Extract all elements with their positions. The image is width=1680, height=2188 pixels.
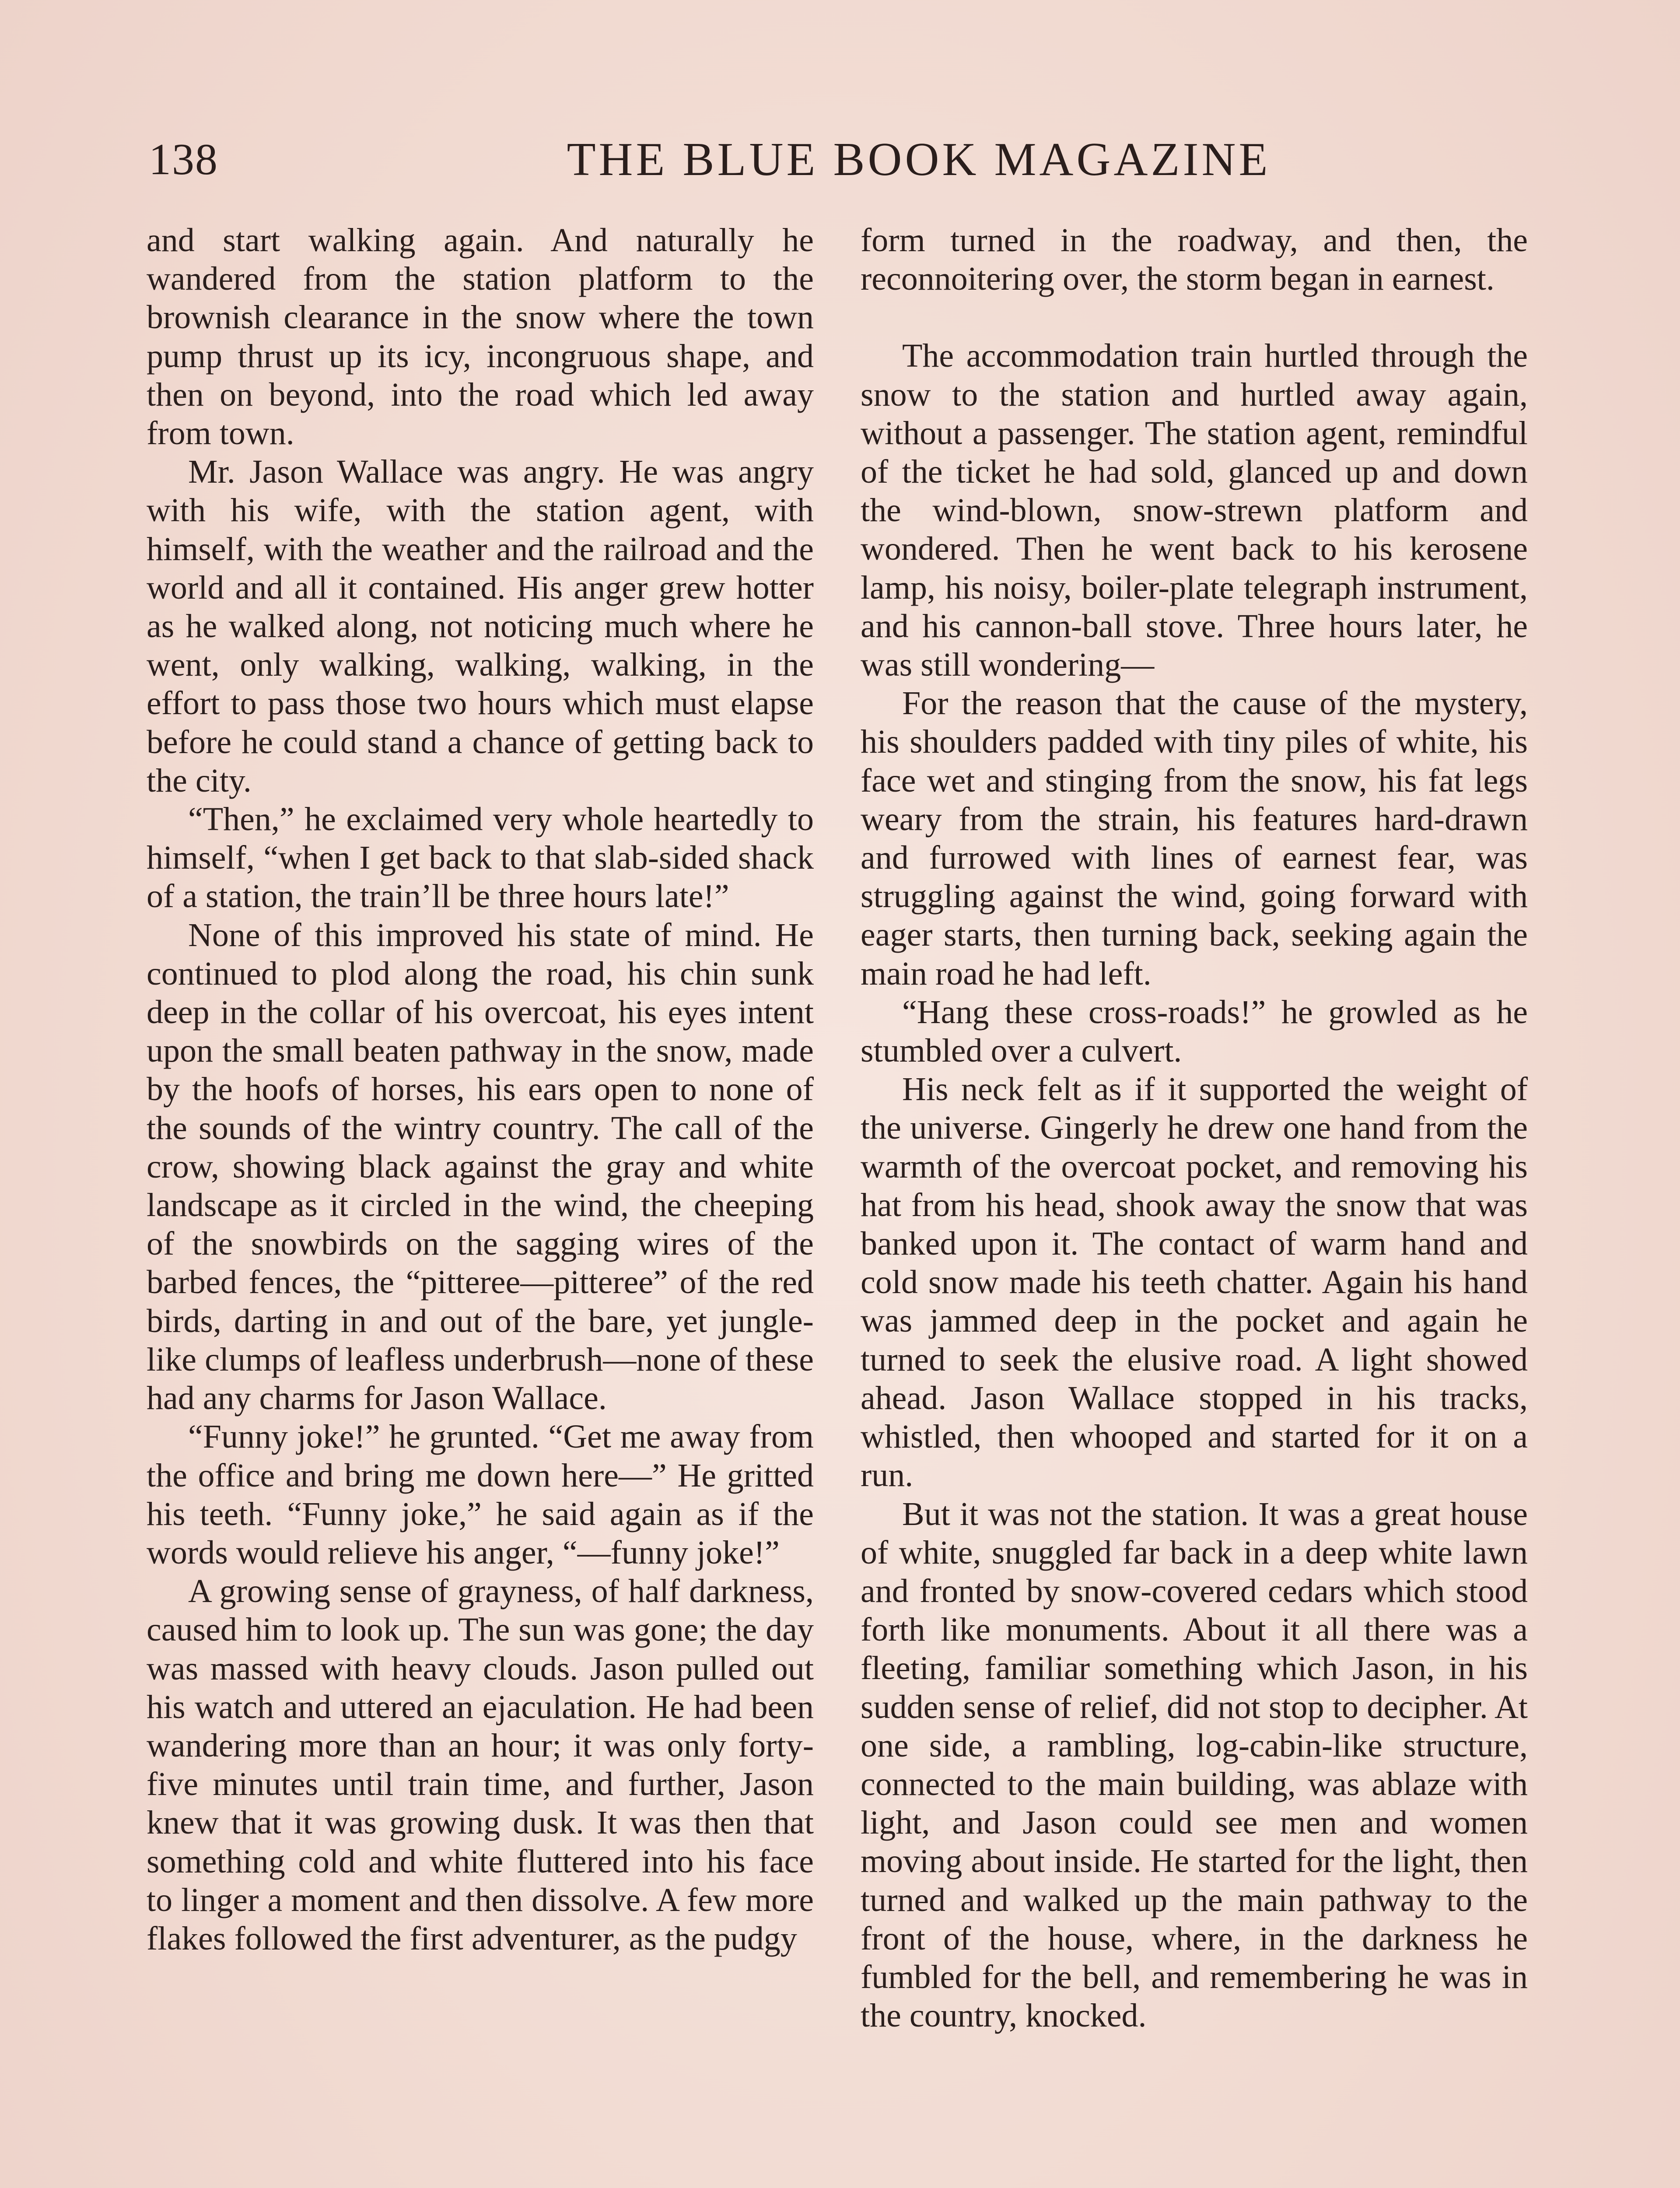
page-number: 138 <box>149 135 218 184</box>
paragraph: “Hang these cross-roads!” he growled as he stumbled over a culvert. <box>861 993 1528 1069</box>
paragraph: But it was not the station. It was a great house of white, snuggled far back in a deep white lawn and fronted by snow-covered cedars which stood forth like monuments. About it all there was a fleeting, familiar something which Jason, in his sudden sense of relief, did not stop to decipher. At one side, a rambling, log-cabin-like structure, connected to the main building, was ablaze with light, and Jason could see men and women moving about inside. He started for the light, then turned and walked up the main pathway to the front of the house, where, in the darkness he fumbled for the bell, and remembering he was in the country, knocked. <box>861 1495 1528 2034</box>
left-column <box>147 221 814 1958</box>
paragraph: For the reason that the cause of the mystery, his shoulders padded with tiny piles of white, his face wet and stinging from the snow, his fat legs weary from the strain, his features hard-drawn and furrowed with lines of earnest fear, was struggling against the wind, going forward with eager starts, then turning back, seeking again the main road he had left. <box>861 685 1528 992</box>
right-column <box>861 221 1528 2035</box>
running-head: THE BLUE BOOK MAGAZINE <box>567 133 1271 186</box>
paragraph: Mr. Jason Wallace was angry. He was angry with his wife, with the station agent, with himself, with the weather and the railroad and the world and all it contained. His anger grew hotter as he walked along, not noticing much where he went, only walking, walking, walking, in the effort to pass those two hours which must elapse before he could stand a chance of getting back to the city. <box>147 453 814 799</box>
paragraph: The accommodation train hurtled through the snow to the station and hurtled away again, without a passenger. The station agent, remindful of the ticket he had sold, glanced up and down the wind-blown, snow-strewn platform and wondered. Then he went back to his kerosene lamp, his noisy, boiler-plate telegraph instrument, and his cannon-ball stove. Three hours later, he was still wondering— <box>861 337 1528 684</box>
paragraph: “Then,” he exclaimed very whole heartedly to himself, “when I get back to that slab-sided shack of a station, the train’ll be three hours late!” <box>147 801 814 915</box>
paragraph: His neck felt as if it supported the weight of the universe. Gingerly he drew one hand from the warmth of the overcoat pocket, and removing his hat from his head, shook away the snow that was banked upon it. The contact of warm hand and cold snow made his teeth chatter. Again his hand was jammed deep in the pocket and again he turned to seek the elusive road. A light showed ahead. Jason Wallace stopped in his tracks, whistled, then whooped and started for it on a run. <box>861 1071 1528 1494</box>
paragraph: and start walking again. And naturally he wandered from the station platform to the brownish clearance in the snow where the town pump thrust up its icy, incongruous shape, and then on beyond, into the road which led away from town. <box>147 222 814 452</box>
paragraph: None of this improved his state of mind. He continued to plod along the road, his chin sunk deep in the collar of his overcoat, his eyes intent upon the small beaten pathway in the snow, made by the hoofs of horses, his ears open to none of the sounds of the wintry country. The call of the crow, showing black against the gray and white landscape as it circled in the wind, the cheeping of the snowbirds on the sagging wires of the barbed fences, the “pitteree—pitteree” of the red birds, darting in and out of the bare, yet jungle-like clumps of leafless underbrush—none of these had any charms for Jason Wallace. <box>147 916 814 1417</box>
paragraph: A growing sense of grayness, of half darkness, caused him to look up. The sun was gone; the day was massed with heavy clouds. Jason pulled out his watch and uttered an ejaculation. He had been wandering more than an hour; it was only forty-five minutes until train time, and further, Jason knew that it was growing dusk. It was then that something cold and white fluttered into his face to linger a moment and then dissolve. A few more flakes followed the first adventurer, as the pudgy <box>147 1573 814 1957</box>
page-header <box>149 127 1540 193</box>
paragraph: “Funny joke!” he grunted. “Get me away from the office and bring me down here—” He gritted his teeth. “Funny joke,” he said again as if the words would relieve his anger, “—funny joke!” <box>147 1418 814 1571</box>
paragraph: form turned in the roadway, and then, the reconnoitering over, the storm began in earnest. <box>861 222 1528 298</box>
